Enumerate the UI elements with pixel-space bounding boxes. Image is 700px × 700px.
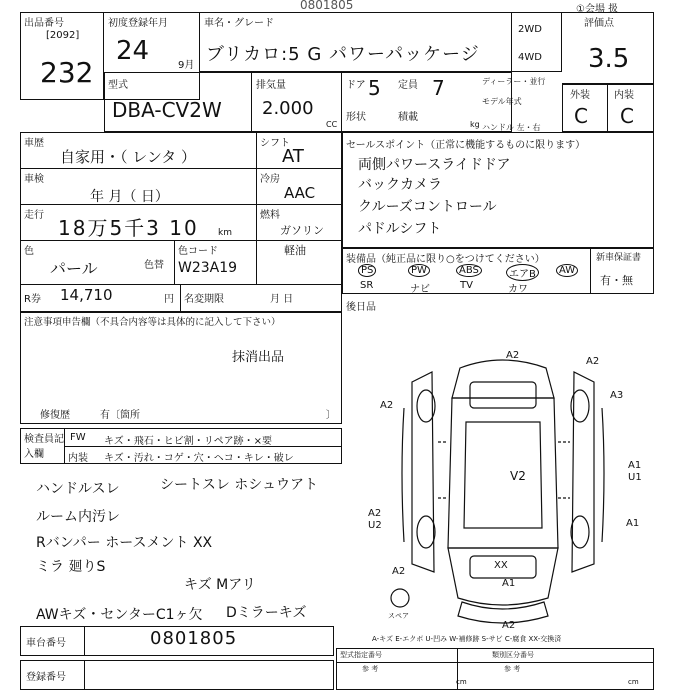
selling-point-3: クルーズコントロール <box>358 199 497 215</box>
lot-sub: [2092] <box>46 30 80 41</box>
fuel-gas: ガソリン <box>280 224 324 237</box>
handle-label: ハンドル 左・右 <box>482 123 541 132</box>
cert-ref: 参 考 <box>362 665 379 673</box>
use-value: 自家用・（ レンタ ） <box>60 148 197 166</box>
note-line-2: シートスレ ホシュウアト <box>160 477 319 493</box>
diag-label-6: U1 <box>628 472 642 483</box>
selling-point-2: バックカメラ <box>358 177 442 193</box>
cool-label: 冷房 <box>260 174 280 185</box>
note-line-7: AWキズ・センターC1ヶ欠 <box>36 607 203 623</box>
notice-label: 注意事項申告欄（不具合内容等は具体的に記入して下さい） <box>24 317 281 328</box>
note-line-8: Dミラーキズ <box>226 605 307 621</box>
diag-label-12: XX <box>494 560 508 571</box>
diag-label-3: A2 <box>380 400 394 411</box>
model-year-label: モデル年式 <box>482 97 522 106</box>
disp-value: 2.000 <box>262 98 314 119</box>
recycle-unit: 円 <box>164 294 174 305</box>
equip-label: 装備品（純正品に限り○をつけてください） <box>346 254 545 265</box>
diag-label-1: A2 <box>506 350 520 361</box>
warranty-label: 新車保証書 <box>596 253 642 263</box>
cert-label: 型式指定番号 <box>340 651 382 659</box>
model-value: DBA-CV2W <box>112 98 222 122</box>
cap-value: 7 <box>432 76 445 100</box>
wd4-label: 4WD <box>518 52 542 63</box>
use-label: 車歴 <box>24 138 44 149</box>
tone-label: 色替 <box>144 260 164 271</box>
int-defects-label: 内装 <box>68 453 88 464</box>
fw-label: FW <box>70 432 86 443</box>
selling-label: セールスポイント（正常に機能するものに限ります） <box>346 140 586 151</box>
chassis-label: 車台番号 <box>26 638 66 649</box>
meimen-label: 名変期限 <box>184 294 224 305</box>
shift-label: シフト <box>260 138 290 149</box>
shape-label: 形状 <box>346 112 366 123</box>
recycle-label: R券 <box>24 294 41 305</box>
inspector-label: 検査員記入欄 <box>24 434 64 460</box>
reg-label: 初度登録年月 <box>108 18 168 29</box>
disp-label: 排気量 <box>256 80 286 91</box>
cert-cm: cm <box>456 678 467 686</box>
diag-label-11: A2 <box>392 566 406 577</box>
reg-number-box <box>20 660 334 690</box>
diag-label-7: A1 <box>626 518 640 529</box>
note-line-6: キズ Mアリ <box>184 577 256 593</box>
site-label: ①会場 扱 <box>576 4 619 15</box>
reg-year: 24 <box>116 36 150 66</box>
cool-value: AAC <box>284 184 316 202</box>
equip-navi: ナビ <box>410 284 430 295</box>
int-defects-row: キズ・汚れ・コゲ・穴・ヘコ・キレ・破レ <box>104 453 294 464</box>
note-line-5: ミラ 廻りS <box>36 559 106 575</box>
reg-month: 9月 <box>178 60 195 71</box>
color-code-value: W23A19 <box>178 260 238 276</box>
diag-label-4: A3 <box>610 390 624 401</box>
repair-close: 〕 <box>326 410 336 421</box>
class-ref: 参 考 <box>504 665 521 673</box>
equip-aw: AW <box>556 264 578 277</box>
car-damage-diagram <box>342 312 654 638</box>
door-value: 5 <box>368 76 381 100</box>
mileage-unit: km <box>218 228 232 238</box>
selling-point-4: パドルシフト <box>358 221 442 237</box>
later-label: 後日品 <box>346 302 376 313</box>
cap-label: 定員 <box>398 80 418 91</box>
name-label: 車名・グレード <box>204 18 274 29</box>
score-label: 評価点 <box>584 18 614 29</box>
diag-label-2: A2 <box>586 356 600 367</box>
chassis-value: 0801805 <box>150 628 238 649</box>
meimen-value: 月 日 <box>270 294 294 305</box>
diag-label-15: スペア <box>388 612 409 620</box>
diag-label-14: A2 <box>502 620 516 631</box>
equip-abs: ABS <box>456 264 482 277</box>
diag-label-9: A2 <box>368 508 382 519</box>
notice-value: 抹消出品 <box>232 350 285 365</box>
wd-box <box>512 12 562 72</box>
load-label: 積載 <box>398 112 418 123</box>
class-cm: cm <box>628 678 639 686</box>
reg-number-label: 登録番号 <box>26 672 66 683</box>
color-value: パール <box>50 259 98 278</box>
diag-label-10: U2 <box>368 520 382 531</box>
diag-label-8: V2 <box>510 469 526 483</box>
color-label: 色 <box>24 246 34 257</box>
int-value: C <box>620 104 634 128</box>
top-code: 0801805 <box>300 0 354 12</box>
note-line-3: ルーム内汚レ <box>36 509 120 525</box>
mileage-value: 18万5千3 10 <box>58 216 199 240</box>
color-code-label: 色コード <box>178 246 218 257</box>
dealer-label: ディーラー・並行 <box>482 77 546 86</box>
damage-legend: A-キズ E-エクボ U-凹み W-補修跡 S-サビ C-腐食 XX-交換済 <box>372 635 562 643</box>
fuel-label: 燃料 <box>260 210 280 221</box>
equip-leather: カワ <box>508 284 528 295</box>
equip-pw: PW <box>408 264 430 277</box>
lot-label: 出品番号 <box>24 18 64 29</box>
fuel-diesel: 軽油 <box>284 244 306 257</box>
door-label: ドア <box>346 80 366 91</box>
ext-label: 外装 <box>570 90 590 101</box>
load-unit: kg <box>470 120 480 129</box>
wd2-label: 2WD <box>518 24 542 35</box>
class-label: 類別区分番号 <box>492 651 534 659</box>
diag-label-13: A1 <box>502 578 516 589</box>
shift-value: AT <box>282 146 304 167</box>
inspect-label: 車検 <box>24 174 44 185</box>
equip-sr: SR <box>360 280 374 291</box>
equip-airbag: エアB <box>506 264 539 281</box>
diag-label-5: A1 <box>628 460 642 471</box>
ext-value: C <box>574 104 588 128</box>
name-value: ブリカロ:5 G パワーパッケージ <box>206 44 480 65</box>
repair-label: 修復歴 <box>40 410 70 421</box>
equip-ps: PS <box>358 264 376 277</box>
warranty-value: 有・無 <box>600 274 633 287</box>
model-label: 型式 <box>108 80 128 91</box>
mileage-label: 走行 <box>24 210 44 221</box>
note-line-4: Rバンパー ホースメント XX <box>36 535 213 551</box>
repair-value: 有〔箇所 <box>100 410 140 421</box>
recycle-value: 14,710 <box>60 286 113 304</box>
selling-point-1: 両側パワースライドドア <box>358 157 511 173</box>
inspect-value: 年 月（ 日） <box>90 189 169 205</box>
note-line-1: ハンドルスレ <box>36 481 120 497</box>
score-value: 3.5 <box>588 44 630 74</box>
class-box <box>458 648 654 690</box>
int-label: 内装 <box>614 90 634 101</box>
disp-unit: CC <box>326 120 338 129</box>
ext-defects-row: キズ・飛石・ヒビ割・リペア跡・×要 <box>104 436 272 447</box>
equip-tv: TV <box>460 280 473 291</box>
lot-number: 232 <box>40 56 94 89</box>
